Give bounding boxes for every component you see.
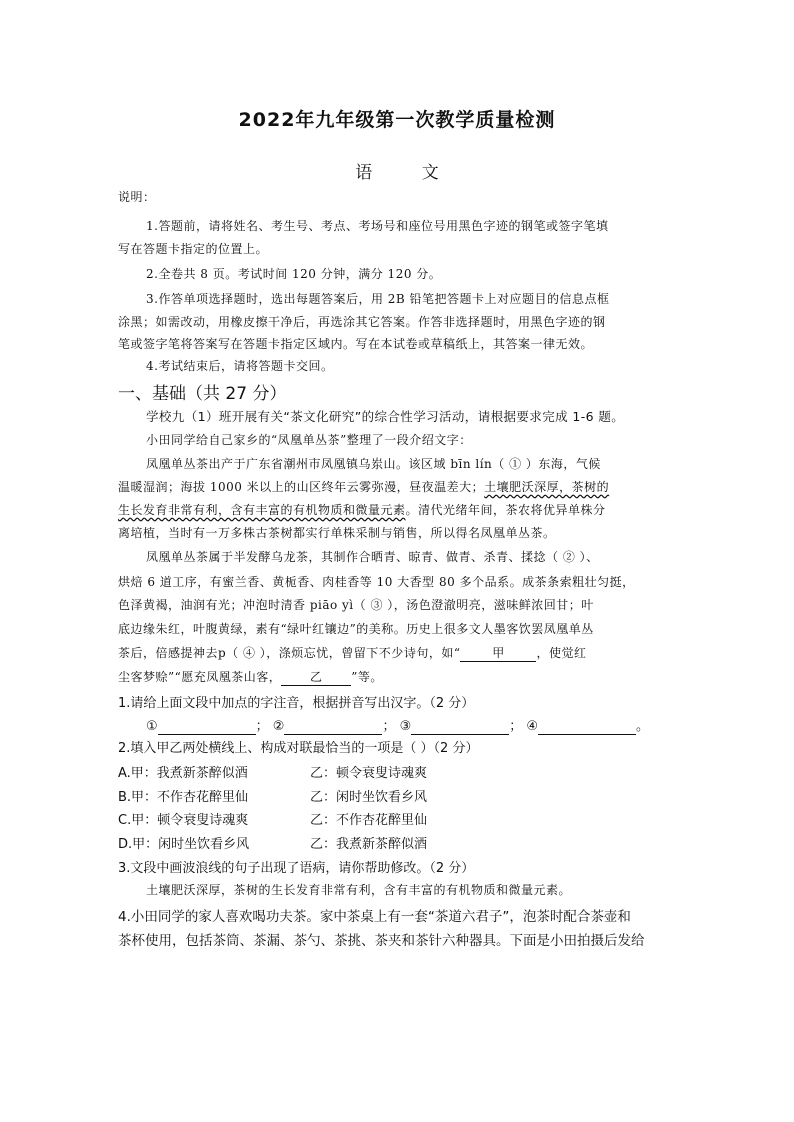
instruction-line: 写在答题卡指定的位置上。 [118,242,269,256]
option-a-yi: 乙：顿令衰叟诗魂爽 [310,766,428,781]
blank-yi[interactable]: 乙 [281,668,351,686]
question-2: 2.填入甲乙两处横线上、构成对联最恰当的一项是（ ）（2 分） [118,741,479,756]
passage-line: 凤凰单丛茶属于半发酵乌龙茶，其制作合晒青、晾青、做青、杀青、揉捻（ ② ）、 [146,550,599,564]
passage-line: 底边缘朱红，叶腹黄绿，素有“绿叶红镶边”的美称。历史上很多文人墨客饮罢凤凰单丛 [118,622,594,636]
instruction-line: 1.答题前，请将姓名、考生号、考点、考场号和座位号用黑色字迹的钢笔或签字笔填 [146,219,609,233]
passage-line: 烘焙 6 道工序，有蜜兰香、黄栀香、肉桂香等 10 大香型 80 多个品系。成茶条索粗壮匀挺， [118,575,635,589]
instruction-line: 笔或签字笔将答案写在答题卡指定区域内。写在本试卷或草稿纸上，其答案一律无效。 [118,337,594,351]
passage-line: 生长发育非常有利，含有丰富的有机物质和微量元素。清代光绪年间，茶农将优异单株分 [118,503,606,517]
question-3-sentence: 土壤肥沃深厚，茶树的生长发育非常有利，含有丰富的有机物质和微量元素。 [146,883,572,897]
blank-jia[interactable]: 甲 [460,644,536,662]
passage-line: 尘客梦赊”“愿充凤凰茶山客， 乙 ”等。 [118,670,383,684]
passage-line: 色泽黄褐，油润有光；冲泡时清香 piāo yì（ ③ ），汤色澄澈明亮，滋味鲜浓回甘；叶 [118,598,594,612]
passage-line: 凤凰单丛茶出产于广东省潮州市凤凰镇乌岽山。该区域 bīn lín（ ① ）东海，气候 [146,457,601,471]
page-title: 2022年九年级第一次教学质量检测 [238,109,556,131]
answer-blank[interactable] [538,719,636,735]
option-d[interactable]: D.甲：闲时坐饮看乡风 [118,837,250,852]
option-b-yi: 乙：闲时坐饮看乡风 [310,790,428,805]
question-1: 1.请给上面文段中加点的字注音，根据拼音写出汉字。（2 分） [118,696,475,711]
passage-line: 离培植，当时有一万多株古茶树都实行单株采制与销售，所以得名凤凰单丛茶。 [118,526,556,540]
instruction-line: 涂黑；如需改动，用橡皮擦干净后，再选涂其它答案。作答非选择题时，用黑色字迹的钢 [118,315,606,329]
wavy-sentence-part: 生长发育非常有利，含有丰富的有机物质和微量元素 [118,503,406,517]
answer-blank[interactable] [411,719,509,735]
section-intro-2: 小田同学给自己家乡的“凤凰单丛茶”整理了一段介绍文字： [146,433,472,447]
answer-blank[interactable] [158,719,256,735]
question-4-line: 4.小田同学的家人喜欢喝功夫茶。家中茶桌上有一套“茶道六君子”，泡茶时配合茶壶和 [118,909,631,925]
instruction-line: 2.全卷共 8 页。考试时间 120 分钟，满分 120 分。 [146,267,442,281]
passage-line: 温暖湿润；海拔 1000 米以上的山区终年云雾弥漫，昼夜温差大；土壤肥沃深厚，茶树的 [118,480,610,494]
section-intro: 学校九（1）班开展有关“茶文化研究”的综合性学习活动，请根据要求完成 1-6 题。 [146,409,625,424]
option-d-yi: 乙：我煮新茶醉似酒 [310,837,428,852]
instruction-line: 4.考试结束后，请将答题卡交回。 [146,359,334,373]
option-b[interactable]: B.甲：不作杏花醉里仙 [118,790,249,805]
answer-blank[interactable] [284,719,382,735]
instruction-line: 3.作答单项选择题时，选出每题答案后，用 2B 铅笔把答题卡上对应题目的信息点框 [146,292,610,306]
question-4-line: 茶杯使用，包括茶筒、茶漏、茶勺、茶挑、茶夹和茶针六种器具。下面是小田拍摄后发给 [118,933,645,949]
wavy-sentence-part: 土壤肥沃深厚，茶树的 [484,480,610,494]
instructions-heading: 说明： [118,190,156,204]
question-3: 3.文段中画波浪线的句子出现了语病，请你帮助修改。（2 分） [118,861,475,876]
subject-title: 语 文 [355,163,461,183]
option-c-yi: 乙：不作杏花醉里仙 [310,813,428,828]
question-1-answers: ① ； ② ； ③ ； ④ 。 [146,719,650,734]
passage-line: 茶后，倍感提神去p（ ④ ），涤烦忘忧，曾留下不少诗句，如“ 甲 ，使觉红 [118,646,587,660]
option-c[interactable]: C.甲：顿令衰叟诗魂爽 [118,813,249,828]
option-a[interactable]: A.甲：我煮新茶醉似酒 [118,766,248,781]
section-heading: 一、基础（共 27 分） [118,384,287,404]
